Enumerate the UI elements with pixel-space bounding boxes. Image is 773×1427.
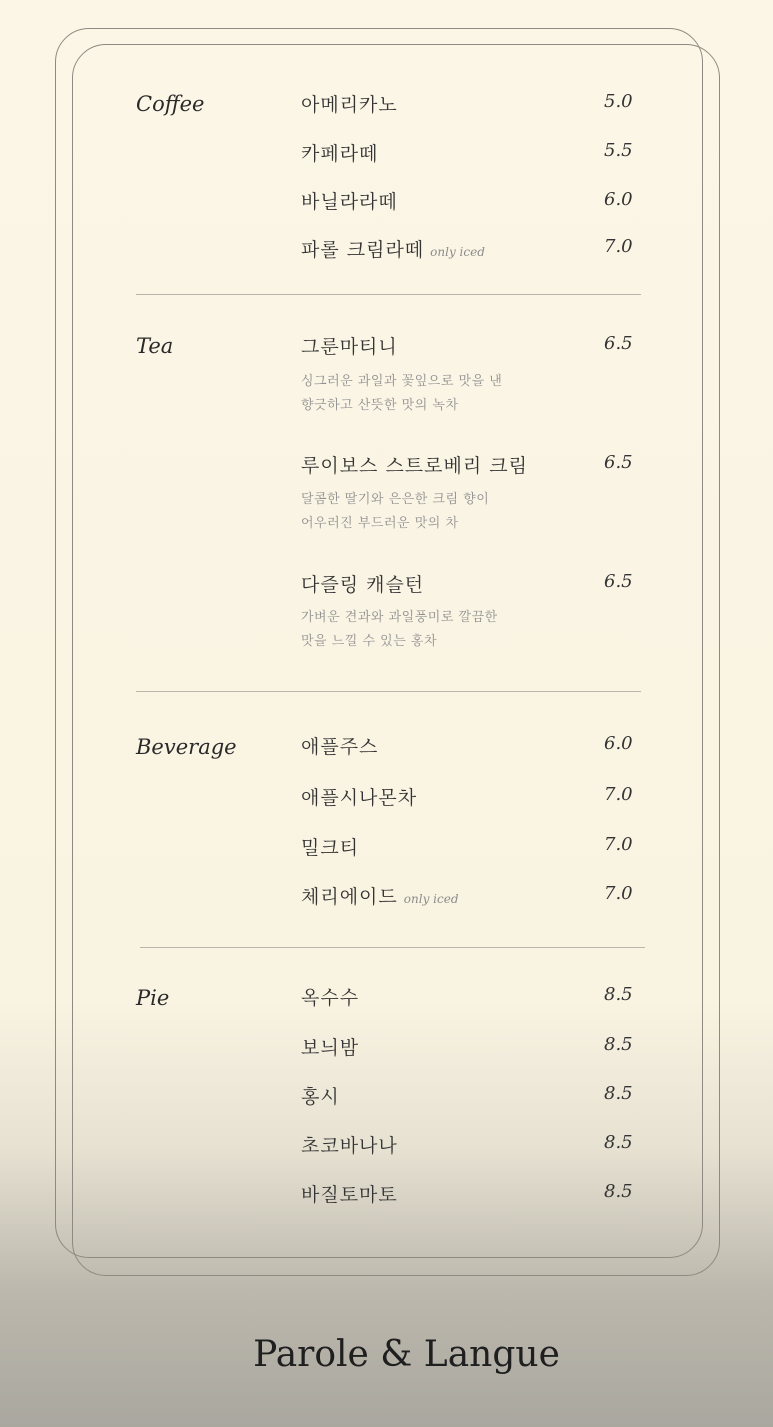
menu-item-name: 초코바나나 <box>301 1135 398 1157</box>
menu-item-name: 다즐링 캐슬턴 <box>301 574 425 596</box>
menu-item-price: 8.5 <box>604 1181 633 1202</box>
menu-item-price: 7.0 <box>604 883 633 904</box>
section-title-tea: Tea <box>136 334 174 358</box>
menu-item-price: 5.5 <box>604 140 633 161</box>
section-divider <box>140 947 645 948</box>
menu-item-name: 애플주스 <box>301 736 379 758</box>
menu-item-price: 8.5 <box>604 1132 633 1153</box>
menu-item-price: 8.5 <box>604 1034 633 1055</box>
section-divider <box>136 294 641 295</box>
menu-item-note: only iced <box>403 892 459 906</box>
menu-item-price: 7.0 <box>604 834 633 855</box>
menu-item-description: 달콤한 딸기와 은은한 크림 향이 어우러진 부드러운 맛의 차 <box>301 492 490 531</box>
menu-item-name: 루이보스 스트로베리 크림 <box>301 455 528 477</box>
menu-item-name: 그룬마티니 <box>301 336 398 358</box>
section-title-beverage: Beverage <box>136 735 237 759</box>
section-title-coffee: Coffee <box>136 92 205 116</box>
menu-item-price: 8.5 <box>604 1083 633 1104</box>
menu-item-price: 6.0 <box>604 189 633 210</box>
menu-item-name: 체리에이드 <box>301 886 398 908</box>
menu-item-name: 바질토마토 <box>301 1184 398 1206</box>
menu-item-note: only iced <box>430 245 485 259</box>
menu-item-name: 아메리카노 <box>301 94 398 116</box>
menu-item <box>301 882 459 909</box>
menu-item-price: 6.5 <box>604 333 633 354</box>
menu-item-name: 파롤 크림라떼 <box>301 239 425 261</box>
menu-item-name: 보늬밤 <box>301 1037 360 1059</box>
menu-item-price: 7.0 <box>604 236 633 257</box>
menu-item-name: 옥수수 <box>301 987 360 1009</box>
menu-item-price: 5.0 <box>604 91 633 112</box>
menu-item-price: 8.5 <box>604 984 633 1005</box>
brand-name: Parole & Langue <box>253 1334 560 1375</box>
menu-item-price: 6.5 <box>604 452 633 473</box>
menu-item-name: 밀크티 <box>301 837 360 859</box>
menu-item-description: 가벼운 견과와 과일풍미로 깔끔한 맛을 느낄 수 있는 홍차 <box>301 610 498 649</box>
menu-item-name: 애플시나몬차 <box>301 787 418 809</box>
menu-item <box>301 235 485 262</box>
menu-item-name: 바닐라라떼 <box>301 191 398 213</box>
menu-item-name: 홍시 <box>301 1086 340 1108</box>
menu-item-price: 6.5 <box>604 571 633 592</box>
section-divider <box>136 691 641 692</box>
menu-item-price: 7.0 <box>604 784 633 805</box>
menu-item-price: 6.0 <box>604 733 633 754</box>
menu-item-description: 싱그러운 과일과 꽃잎으로 맛을 낸 향긋하고 산뜻한 맛의 녹차 <box>301 374 503 413</box>
section-title-pie: Pie <box>136 986 170 1010</box>
menu-item-name: 카페라떼 <box>301 143 379 165</box>
